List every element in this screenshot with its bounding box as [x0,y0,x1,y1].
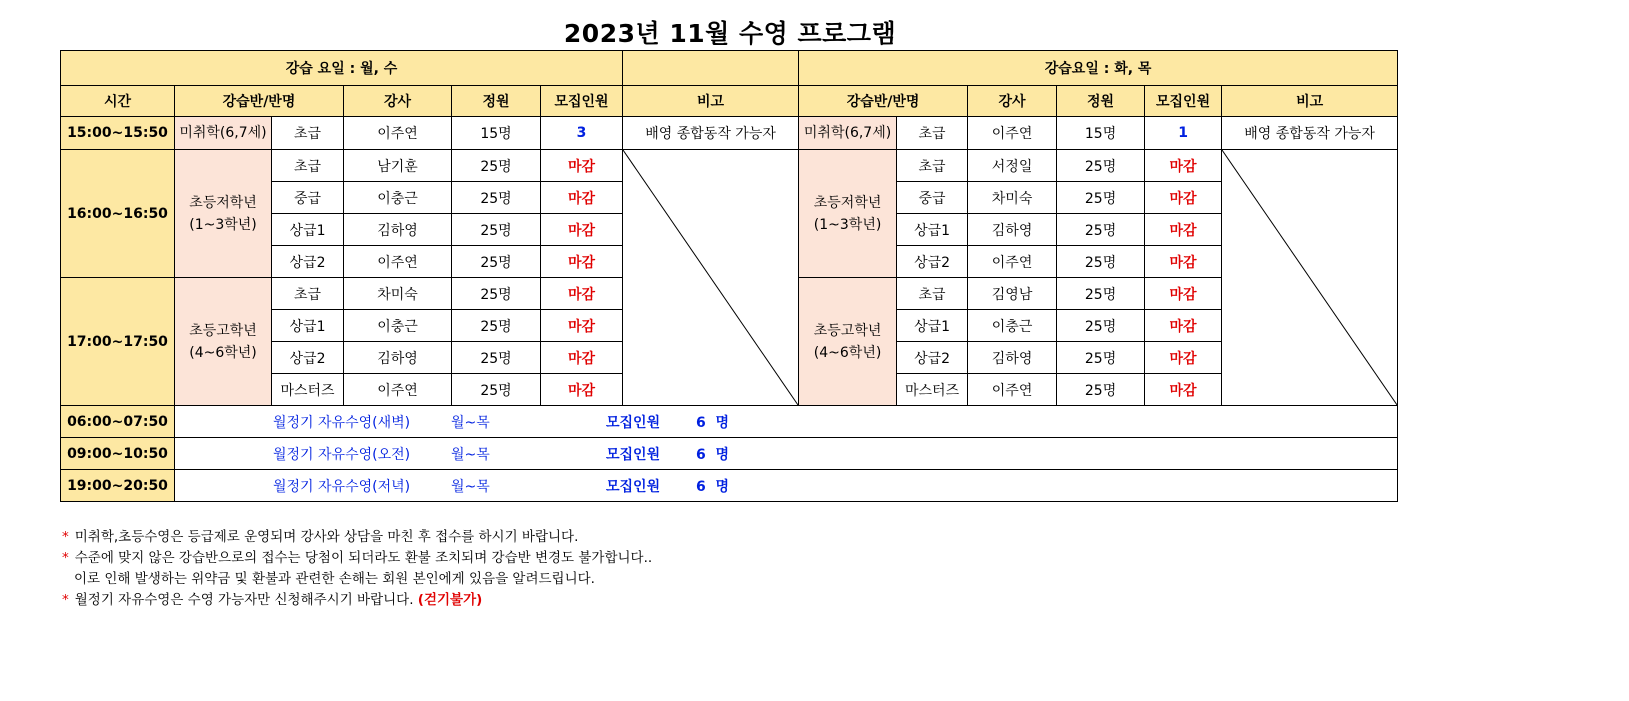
teacher-cell: 이주연 [344,374,452,406]
free-swim-info [175,406,1398,438]
recruit-closed: 마감 [541,182,623,214]
capacity-cell: 25명 [1057,278,1145,310]
recruit-closed: 마감 [541,278,623,310]
recruit-cell: 1 [1145,117,1222,150]
section-header-spacer [623,51,799,86]
class-level: 초급 [272,278,344,310]
recruit-closed: 마감 [541,150,623,182]
note-text: 미취학,초등수영은 등급제로 운영되며 강사와 상담을 마친 후 접수를 하시기 바랍니다. [74,529,579,545]
capacity-cell: 15명 [1057,117,1145,150]
recruit-closed: 마감 [541,342,623,374]
teacher-cell: 차미숙 [968,182,1057,214]
capacity-cell: 25명 [1057,310,1145,342]
diagonal-line [623,150,798,405]
capacity-cell: 15명 [452,117,541,150]
asterisk-icon: * [62,592,69,608]
capacity-cell: 25명 [1057,246,1145,278]
recruit-closed: 마감 [541,246,623,278]
col-header-recruit: 모집인원 [541,86,623,117]
asterisk-icon: * [62,529,69,545]
recruit-closed: 마감 [1145,278,1222,310]
free-swim-count: 6 명 [696,414,730,431]
class-group [799,150,897,278]
col-header-time: 시간 [61,86,175,117]
free-swim-label: 모집인원 [606,446,661,463]
teacher-cell: 김하영 [344,342,452,374]
class-level: 초급 [897,278,968,310]
recruit-closed: 마감 [1145,246,1222,278]
time-cell: 17:00~17:50 [61,278,175,406]
teacher-cell: 이충근 [344,310,452,342]
capacity-cell: 25명 [452,214,541,246]
group-label: 초등고학년 (4~6학년) [189,322,257,361]
time-cell: 09:00~10:50 [61,438,175,470]
class-level: 상급2 [272,246,344,278]
free-swim-count: 6 명 [696,446,730,463]
teacher-cell: 차미숙 [344,278,452,310]
group-label: 초등저학년 (1~3학년) [813,194,882,233]
class-level: 상급1 [897,214,968,246]
capacity-cell: 25명 [1057,182,1145,214]
note-text: 이로 인해 발생하는 위약금 및 환불과 관련한 손해는 회원 본인에게 있음을 알려드립니다. [74,571,595,587]
class-level: 마스터즈 [897,374,968,406]
note-empty-diagonal [1222,150,1398,406]
teacher-cell: 김영남 [968,278,1057,310]
asterisk-icon: * [62,550,69,566]
free-swim-days: 월~목 [451,414,490,431]
class-level: 상급1 [272,214,344,246]
time-cell: 06:00~07:50 [61,406,175,438]
class-level: 초급 [897,117,968,150]
free-swim-count: 6 명 [696,478,730,495]
col-header-note: 비고 [1222,86,1398,117]
class-level: 상급2 [272,342,344,374]
teacher-cell: 이주연 [968,117,1057,150]
teacher-cell: 김하영 [344,214,452,246]
teacher-cell: 이주연 [344,117,452,150]
teacher-cell: 김하영 [968,342,1057,374]
teacher-cell: 이충근 [968,310,1057,342]
notes-block [62,527,652,611]
free-swim-row [61,470,1398,502]
teacher-cell: 서정일 [968,150,1057,182]
class-group [799,278,897,406]
time-cell: 19:00~20:50 [61,470,175,502]
free-swim-row [61,406,1398,438]
col-header-note: 비고 [623,86,799,117]
group-label: 초등저학년 (1~3학년) [189,194,257,233]
note-line [62,590,652,611]
section-header-mon-wed: 강습 요일 : 월, 수 [61,51,623,86]
teacher-cell: 이주연 [344,246,452,278]
recruit-closed: 마감 [541,214,623,246]
note-empty-diagonal [623,150,799,406]
col-header-class: 강습반/반명 [799,86,968,117]
recruit-closed: 마감 [1145,150,1222,182]
free-swim-info [175,470,1398,502]
class-group [175,150,272,278]
recruit-closed: 마감 [541,310,623,342]
note-cell: 배영 종합동작 가능자 [1222,117,1398,150]
col-header-recruit: 모집인원 [1145,86,1222,117]
col-header-capacity: 정원 [452,86,541,117]
class-level: 마스터즈 [272,374,344,406]
capacity-cell: 25명 [452,278,541,310]
note-line [62,569,652,590]
capacity-cell: 25명 [452,246,541,278]
free-swim-name: 월정기 자유수영(새벽) [273,414,411,431]
capacity-cell: 25명 [452,342,541,374]
recruit-closed: 마감 [541,374,623,406]
free-swim-row [61,438,1398,470]
note-warning: (걷기불가) [417,592,483,608]
note-cell: 배영 종합동작 가능자 [623,117,799,150]
free-swim-label: 모집인원 [606,414,661,431]
capacity-cell: 25명 [452,310,541,342]
capacity-cell: 25명 [1057,150,1145,182]
col-header-capacity: 정원 [1057,86,1145,117]
capacity-cell: 25명 [1057,214,1145,246]
teacher-cell: 이주연 [968,374,1057,406]
capacity-cell: 25명 [452,182,541,214]
time-cell: 15:00~15:50 [61,117,175,150]
free-swim-days: 월~목 [451,446,490,463]
capacity-cell: 25명 [452,150,541,182]
note-text: 월정기 자유수영은 수영 가능자만 신청해주시기 바랍니다. [74,592,418,608]
class-level: 상급1 [897,310,968,342]
teacher-cell: 남기훈 [344,150,452,182]
schedule-table [60,50,1398,502]
recruit-closed: 마감 [1145,182,1222,214]
teacher-cell: 김하영 [968,214,1057,246]
free-swim-info [175,438,1398,470]
recruit-cell: 3 [541,117,623,150]
class-level: 초급 [272,150,344,182]
class-level: 초급 [897,150,968,182]
class-group: 미취학(6,7세) [799,117,897,150]
free-swim-name: 월정기 자유수영(저녁) [273,478,411,495]
class-level: 중급 [897,182,968,214]
recruit-closed: 마감 [1145,310,1222,342]
class-level: 초급 [272,117,344,150]
class-level: 중급 [272,182,344,214]
note-line [62,527,652,548]
section-header-tue-thu: 강습요일 : 화, 목 [799,51,1398,86]
capacity-cell: 25명 [1057,374,1145,406]
recruit-closed: 마감 [1145,374,1222,406]
col-header-teacher: 강사 [344,86,452,117]
free-swim-label: 모집인원 [606,478,661,495]
class-level: 상급1 [272,310,344,342]
class-level: 상급2 [897,246,968,278]
teacher-cell: 이주연 [968,246,1057,278]
class-group [175,278,272,406]
note-line [62,548,652,569]
free-swim-name: 월정기 자유수영(오전) [273,446,411,463]
recruit-closed: 마감 [1145,214,1222,246]
class-level: 상급2 [897,342,968,374]
col-header-teacher: 강사 [968,86,1057,117]
group-label: 초등고학년 (4~6학년) [813,322,882,361]
teacher-cell: 이충근 [344,182,452,214]
page-title: 2023년 11월 수영 프로그램 [563,19,897,48]
free-swim-days: 월~목 [451,478,490,495]
time-cell: 16:00~16:50 [61,150,175,278]
capacity-cell: 25명 [1057,342,1145,374]
note-text: 수준에 맞지 않은 강습반으로의 접수는 당첨이 되더라도 환불 조치되며 강습반 변경도 불가합니다.. [74,550,653,566]
recruit-closed: 마감 [1145,342,1222,374]
capacity-cell: 25명 [452,374,541,406]
class-group: 미취학(6,7세) [175,117,272,150]
col-header-class: 강습반/반명 [175,86,344,117]
diagonal-line [1222,150,1397,405]
